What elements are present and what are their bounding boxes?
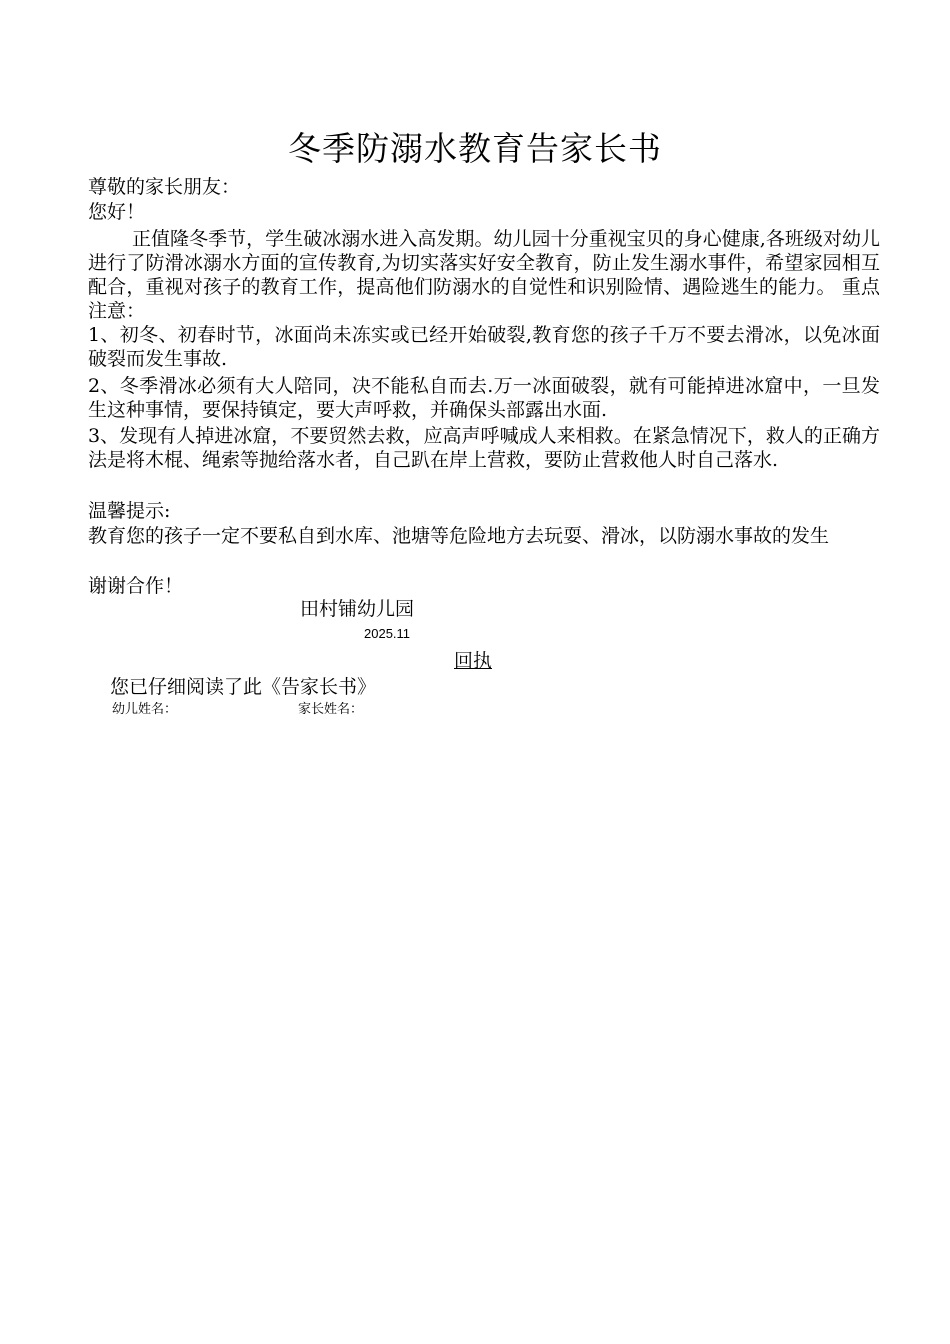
parent-name-label: 家长姓名： bbox=[298, 702, 364, 717]
point-3: 3、发现有人掉进冰窟，不要贸然去救，应高声呼喊成人来相救。在紧急情况下，救人的正确方法是将木棍、绳索等抛给落水者，自己趴在岸上营救，要防止营救他人时自己落水. bbox=[88, 425, 880, 471]
point-2: 2、冬季滑冰必须有大人陪同，决不能私自而去.万一冰面破裂，就有可能掉进冰窟中，一旦发生这种事情，要保持镇定，要大声呼救，并确保头部露出水面. bbox=[88, 375, 880, 421]
signature: 田村铺幼儿园 bbox=[300, 598, 415, 620]
page-title: 冬季防溺水教育告家长书 bbox=[288, 129, 662, 168]
date-text: 2025.11 bbox=[364, 626, 411, 641]
tips-heading: 温馨提示: bbox=[88, 500, 171, 522]
child-name-label: 幼儿姓名： bbox=[112, 702, 178, 717]
tips-text: 教育您的孩子一定不要私自到水库、池塘等危险地方去玩耍、滑冰，以防溺水事故的发生 bbox=[88, 525, 830, 547]
receipt-title: 回执 bbox=[454, 650, 493, 672]
salutation: 尊敬的家长朋友： bbox=[88, 176, 241, 198]
intro-paragraph: 正值隆冬季节，学生破冰溺水进入高发期。幼儿园十分重视宝贝的身心健康,各班级对幼儿进行了防滑冰溺水方面的宣传教育,为切实落实好安全教育，防止发生溺水事件，希望家园相互配合，重视对孩子的教育工作，提高他们防溺水的自觉性和识别险情、遇险逃生的能力。 重点注意： bbox=[88, 228, 880, 322]
receipt-statement: 您已仔细阅读了此《告家长书》 bbox=[110, 676, 377, 698]
greeting: 您好！ bbox=[88, 201, 146, 223]
point-1: 1、初冬、初春时节，冰面尚未冻实或已经开始破裂,教育您的孩子千万不要去滑冰，以免冰面破裂而发生事故. bbox=[88, 324, 880, 370]
thanks-text: 谢谢合作！ bbox=[88, 575, 184, 597]
